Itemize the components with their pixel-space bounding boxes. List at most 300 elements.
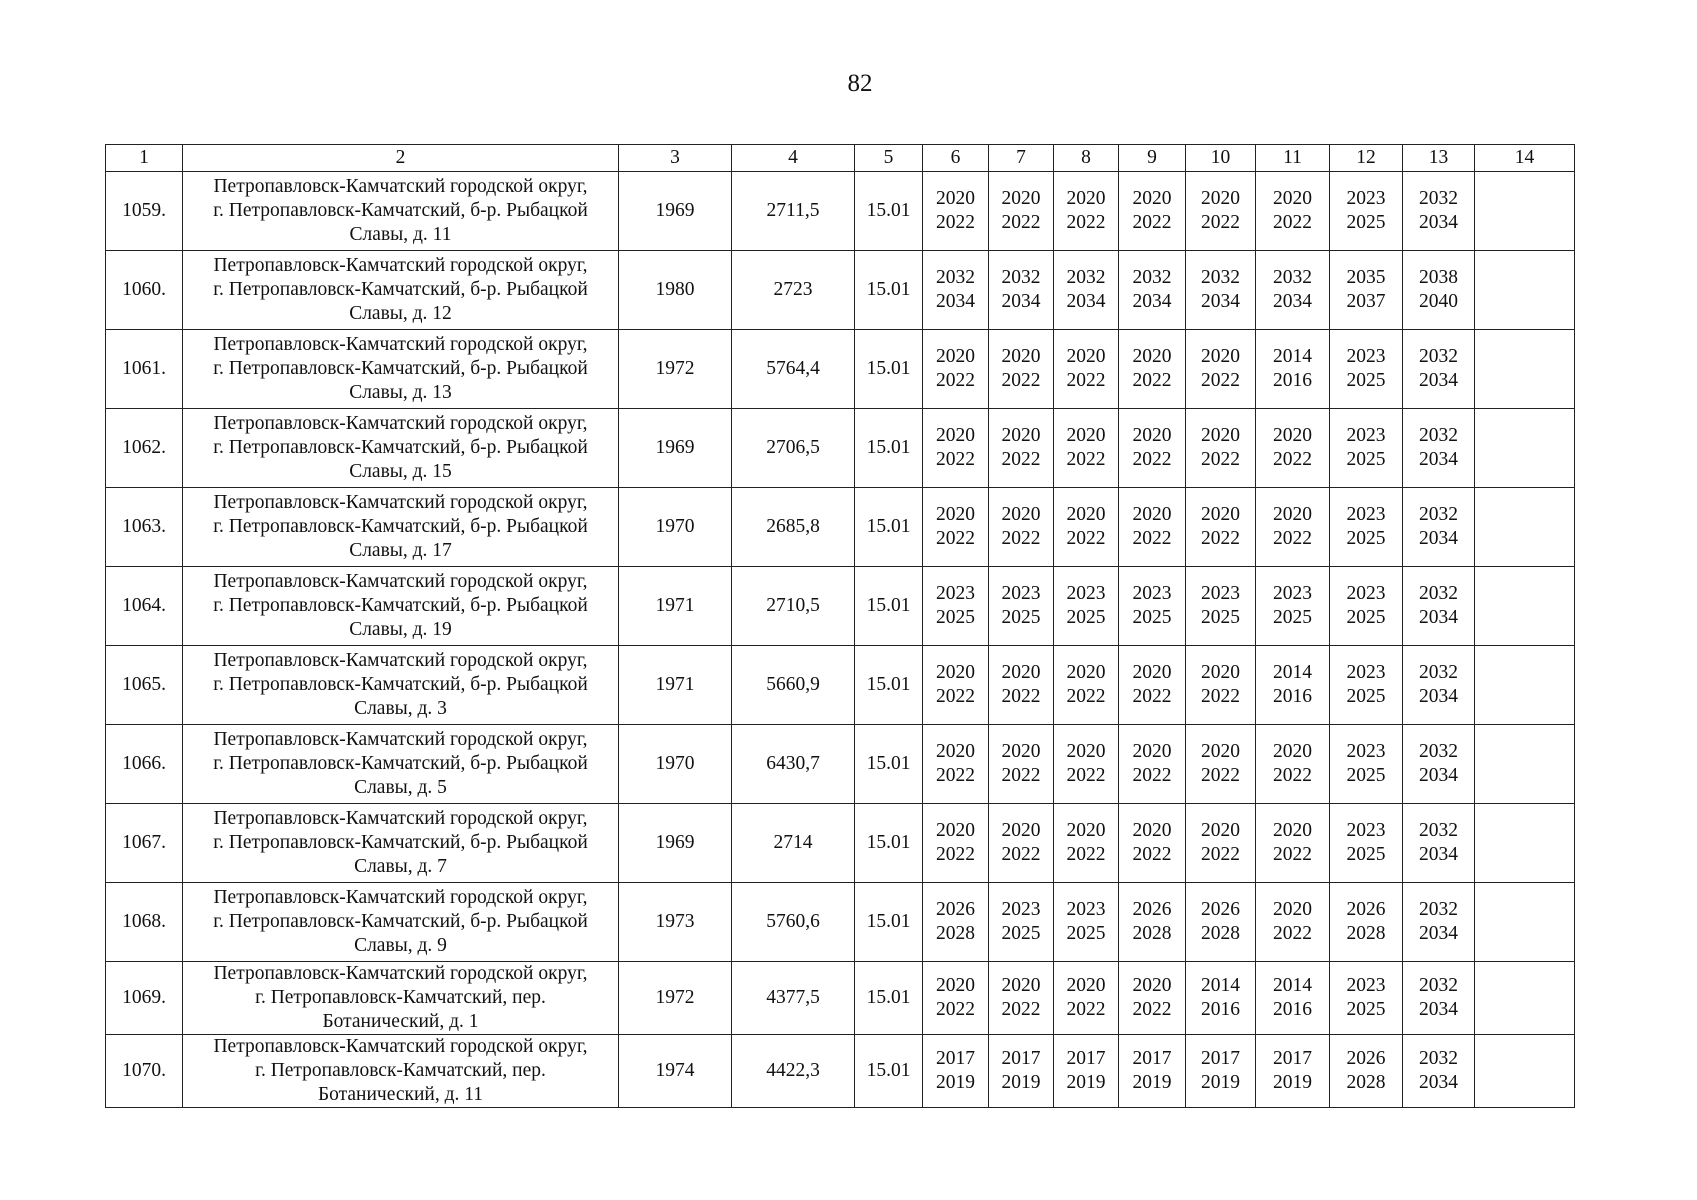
build-year-cell: 1970 — [619, 725, 732, 804]
period-cell — [989, 804, 1054, 883]
period-end-year: 2022 — [1273, 449, 1312, 470]
period-cell — [1403, 1035, 1475, 1108]
period-cell — [989, 488, 1054, 567]
period-start-year: 2020 — [1001, 188, 1041, 209]
period-cell — [1330, 251, 1403, 330]
code-cell: 15.01 — [855, 883, 923, 962]
period-start-year: 2020 — [1066, 188, 1106, 209]
period-end-year: 2025 — [1001, 923, 1041, 944]
period-cell — [1403, 883, 1475, 962]
schedule-table — [105, 144, 1575, 1108]
empty-cell — [1475, 725, 1575, 804]
period-cell — [1330, 962, 1403, 1035]
address-cell — [183, 409, 619, 488]
period-end-year: 2025 — [1346, 212, 1386, 233]
period-start-year: 2017 — [1201, 1048, 1240, 1069]
period-cell — [989, 409, 1054, 488]
period-end-year: 2025 — [1273, 607, 1312, 628]
empty-cell — [1475, 646, 1575, 725]
period-cell — [1186, 409, 1256, 488]
period-start-year: 2017 — [1066, 1048, 1106, 1069]
address-line: г. Петропавловск-Камчатский, б-р. Рыбацкой — [213, 595, 588, 616]
period-cell — [1256, 488, 1330, 567]
period-start-year: 2017 — [936, 1048, 975, 1069]
build-year-cell: 1973 — [619, 883, 732, 962]
period-cell — [1403, 804, 1475, 883]
address-cell — [183, 883, 619, 962]
period-cell — [1054, 251, 1119, 330]
row-number-cell: 1065. — [106, 646, 183, 725]
area-cell: 2711,5 — [732, 172, 855, 251]
empty-cell — [1475, 962, 1575, 1035]
address-line: г. Петропавловск-Камчатский, б-р. Рыбацкой — [213, 911, 588, 932]
period-start-year: 2020 — [936, 662, 975, 683]
period-cell — [1186, 962, 1256, 1035]
period-start-year: 2020 — [1001, 975, 1041, 996]
table-row — [106, 172, 1575, 251]
column-header: 9 — [1119, 145, 1186, 172]
period-start-year: 2020 — [936, 504, 975, 525]
period-start-year: 2023 — [1346, 346, 1386, 367]
period-cell — [989, 962, 1054, 1035]
period-start-year: 2020 — [1273, 899, 1312, 920]
period-cell — [1119, 646, 1186, 725]
period-end-year: 2022 — [1066, 212, 1106, 233]
period-start-year: 2032 — [1419, 662, 1458, 683]
build-year-cell: 1969 — [619, 409, 732, 488]
period-cell — [1256, 172, 1330, 251]
period-end-year: 2016 — [1273, 999, 1312, 1020]
period-end-year: 2022 — [1201, 449, 1240, 470]
period-start-year: 2020 — [1201, 425, 1240, 446]
area-cell: 5764,4 — [732, 330, 855, 409]
period-end-year: 2022 — [936, 370, 975, 391]
period-end-year: 2022 — [1132, 765, 1172, 786]
period-end-year: 2034 — [1419, 1072, 1458, 1093]
address-cell — [183, 725, 619, 804]
period-start-year: 2020 — [1066, 662, 1106, 683]
period-cell — [923, 804, 989, 883]
period-start-year: 2020 — [1201, 346, 1240, 367]
address-cell — [183, 1035, 619, 1108]
period-start-year: 2023 — [1201, 583, 1240, 604]
period-end-year: 2034 — [1132, 291, 1172, 312]
column-header: 5 — [855, 145, 923, 172]
column-header: 14 — [1475, 145, 1575, 172]
period-cell — [1330, 725, 1403, 804]
period-start-year: 2035 — [1346, 267, 1386, 288]
build-year-cell: 1972 — [619, 330, 732, 409]
table-row — [106, 567, 1575, 646]
period-end-year: 2022 — [1066, 999, 1106, 1020]
address-line: г. Петропавловск-Камчатский, б-р. Рыбацкой — [213, 358, 588, 379]
period-end-year: 2028 — [1346, 1072, 1386, 1093]
period-start-year: 2032 — [1419, 504, 1458, 525]
table-row — [106, 883, 1575, 962]
period-end-year: 2022 — [936, 528, 975, 549]
period-end-year: 2019 — [1201, 1072, 1240, 1093]
period-cell — [1119, 962, 1186, 1035]
period-end-year: 2022 — [936, 449, 975, 470]
table-row — [106, 330, 1575, 409]
address-line: Петропавловск-Камчатский городской округ, — [213, 176, 588, 197]
period-end-year: 2034 — [1419, 528, 1458, 549]
period-end-year: 2028 — [936, 923, 975, 944]
build-year-cell: 1972 — [619, 962, 732, 1035]
period-start-year: 2017 — [1132, 1048, 1172, 1069]
period-start-year: 2020 — [1201, 820, 1240, 841]
period-end-year: 2022 — [1132, 528, 1172, 549]
period-cell — [923, 567, 989, 646]
period-start-year: 2020 — [1273, 504, 1312, 525]
period-cell — [989, 725, 1054, 804]
period-start-year: 2020 — [936, 188, 975, 209]
period-end-year: 2022 — [1066, 844, 1106, 865]
period-cell — [923, 172, 989, 251]
period-start-year: 2032 — [1419, 188, 1458, 209]
row-number-cell: 1070. — [106, 1035, 183, 1108]
address-line: г. Петропавловск-Камчатский, б-р. Рыбацкой — [213, 753, 588, 774]
period-end-year: 2028 — [1201, 923, 1240, 944]
address-line: Петропавловск-Камчатский городской округ, — [213, 808, 588, 829]
period-cell — [1054, 646, 1119, 725]
period-start-year: 2023 — [1346, 425, 1386, 446]
period-cell — [989, 646, 1054, 725]
period-end-year: 2034 — [1419, 449, 1458, 470]
period-end-year: 2034 — [1419, 212, 1458, 233]
period-start-year: 2020 — [1273, 188, 1312, 209]
period-start-year: 2032 — [1201, 267, 1240, 288]
period-cell — [1186, 804, 1256, 883]
period-start-year: 2038 — [1419, 267, 1458, 288]
period-cell — [1119, 330, 1186, 409]
period-end-year: 2022 — [1132, 370, 1172, 391]
period-cell — [1186, 1035, 1256, 1108]
period-end-year: 2034 — [1273, 291, 1312, 312]
period-cell — [1403, 725, 1475, 804]
period-end-year: 2022 — [1066, 686, 1106, 707]
period-cell — [1119, 251, 1186, 330]
column-header: 8 — [1054, 145, 1119, 172]
period-end-year: 2040 — [1419, 291, 1458, 312]
area-cell: 4377,5 — [732, 962, 855, 1035]
period-cell — [1330, 804, 1403, 883]
period-cell — [989, 330, 1054, 409]
period-end-year: 2022 — [1132, 686, 1172, 707]
period-start-year: 2020 — [1132, 346, 1172, 367]
column-header: 6 — [923, 145, 989, 172]
code-cell: 15.01 — [855, 330, 923, 409]
period-cell — [1119, 725, 1186, 804]
area-cell: 2710,5 — [732, 567, 855, 646]
period-start-year: 2020 — [1201, 662, 1240, 683]
code-cell: 15.01 — [855, 1035, 923, 1108]
period-start-year: 2023 — [1066, 583, 1106, 604]
period-start-year: 2014 — [1273, 662, 1312, 683]
period-end-year: 2016 — [1201, 999, 1240, 1020]
address-line: Петропавловск-Камчатский городской округ, — [213, 334, 588, 355]
period-cell — [1256, 804, 1330, 883]
period-cell — [1403, 646, 1475, 725]
address-line: Петропавловск-Камчатский городской округ, — [213, 650, 588, 671]
period-cell — [1256, 962, 1330, 1035]
row-number-cell: 1066. — [106, 725, 183, 804]
period-start-year: 2020 — [1001, 820, 1041, 841]
period-cell — [1330, 409, 1403, 488]
address-line: г. Петропавловск-Камчатский, б-р. Рыбацкой — [213, 832, 588, 853]
period-end-year: 2034 — [1066, 291, 1106, 312]
period-end-year: 2022 — [1273, 923, 1312, 944]
period-cell — [1186, 251, 1256, 330]
period-cell — [1330, 1035, 1403, 1108]
period-end-year: 2022 — [1132, 449, 1172, 470]
page-number: 82 — [847, 70, 873, 97]
period-start-year: 2014 — [1201, 975, 1240, 996]
period-cell — [923, 962, 989, 1035]
period-start-year: 2023 — [1001, 899, 1041, 920]
period-start-year: 2026 — [1346, 1048, 1386, 1069]
address-line: г. Петропавловск-Камчатский, б-р. Рыбацкой — [213, 516, 588, 537]
period-start-year: 2023 — [1346, 820, 1386, 841]
column-header: 7 — [989, 145, 1054, 172]
table-row — [106, 725, 1575, 804]
period-cell — [1186, 725, 1256, 804]
empty-cell — [1475, 409, 1575, 488]
period-start-year: 2017 — [1273, 1048, 1312, 1069]
table-body — [106, 172, 1575, 1108]
period-cell — [989, 172, 1054, 251]
address-line: Славы, д. 19 — [349, 619, 452, 640]
period-end-year: 2028 — [1132, 923, 1172, 944]
period-cell — [989, 883, 1054, 962]
period-end-year: 2025 — [1346, 528, 1386, 549]
period-end-year: 2022 — [1201, 765, 1240, 786]
period-end-year: 2022 — [1273, 528, 1312, 549]
period-start-year: 2020 — [1273, 741, 1312, 762]
period-start-year: 2020 — [1066, 975, 1106, 996]
period-end-year: 2022 — [1132, 844, 1172, 865]
period-start-year: 2020 — [936, 975, 975, 996]
period-cell — [989, 251, 1054, 330]
build-year-cell: 1980 — [619, 251, 732, 330]
period-end-year: 2034 — [1201, 291, 1240, 312]
area-cell: 2706,5 — [732, 409, 855, 488]
code-cell: 15.01 — [855, 409, 923, 488]
period-end-year: 2034 — [1419, 844, 1458, 865]
address-line: Славы, д. 9 — [354, 935, 447, 956]
period-end-year: 2022 — [1273, 765, 1312, 786]
empty-cell — [1475, 804, 1575, 883]
period-end-year: 2019 — [1132, 1072, 1172, 1093]
period-cell — [989, 1035, 1054, 1108]
period-start-year: 2020 — [1066, 820, 1106, 841]
period-end-year: 2016 — [1273, 686, 1312, 707]
table-row — [106, 962, 1575, 1035]
period-start-year: 2020 — [936, 820, 975, 841]
period-end-year: 2022 — [1201, 686, 1240, 707]
address-line: г. Петропавловск-Камчатский, б-р. Рыбацкой — [213, 200, 588, 221]
period-start-year: 2032 — [1419, 583, 1458, 604]
address-line: Петропавловск-Камчатский городской округ, — [213, 571, 588, 592]
period-end-year: 2025 — [1346, 449, 1386, 470]
address-cell — [183, 172, 619, 251]
period-cell — [923, 251, 989, 330]
area-cell: 2723 — [732, 251, 855, 330]
empty-cell — [1475, 172, 1575, 251]
period-start-year: 2020 — [1201, 188, 1240, 209]
period-cell — [989, 567, 1054, 646]
period-end-year: 2025 — [1346, 999, 1386, 1020]
period-end-year: 2022 — [1201, 844, 1240, 865]
period-start-year: 2020 — [1066, 346, 1106, 367]
row-number-cell: 1060. — [106, 251, 183, 330]
period-start-year: 2023 — [1066, 899, 1106, 920]
period-cell — [1119, 409, 1186, 488]
period-start-year: 2020 — [1132, 741, 1172, 762]
period-end-year: 2022 — [936, 844, 975, 865]
address-line: г. Петропавловск-Камчатский, б-р. Рыбацкой — [213, 279, 588, 300]
period-start-year: 2023 — [1346, 188, 1386, 209]
period-cell — [1119, 172, 1186, 251]
row-number-cell: 1059. — [106, 172, 183, 251]
period-cell — [1256, 409, 1330, 488]
period-cell — [1119, 488, 1186, 567]
address-line: г. Петропавловск-Камчатский, б-р. Рыбацкой — [213, 437, 588, 458]
period-end-year: 2022 — [936, 686, 975, 707]
period-end-year: 2025 — [1132, 607, 1172, 628]
period-cell — [923, 488, 989, 567]
row-number-cell: 1067. — [106, 804, 183, 883]
address-line: Славы, д. 3 — [354, 698, 447, 719]
area-cell: 4422,3 — [732, 1035, 855, 1108]
period-end-year: 2025 — [1346, 686, 1386, 707]
period-end-year: 2025 — [1201, 607, 1240, 628]
period-end-year: 2025 — [936, 607, 975, 628]
period-start-year: 2020 — [1132, 425, 1172, 446]
period-start-year: 2032 — [1419, 425, 1458, 446]
row-number-cell: 1062. — [106, 409, 183, 488]
period-start-year: 2032 — [1419, 899, 1458, 920]
period-end-year: 2025 — [1346, 607, 1386, 628]
period-end-year: 2034 — [1419, 999, 1458, 1020]
empty-cell — [1475, 251, 1575, 330]
period-start-year: 2020 — [1201, 504, 1240, 525]
code-cell: 15.01 — [855, 172, 923, 251]
table-row — [106, 804, 1575, 883]
period-start-year: 2032 — [1419, 346, 1458, 367]
empty-cell — [1475, 488, 1575, 567]
build-year-cell: 1971 — [619, 567, 732, 646]
period-cell — [1330, 567, 1403, 646]
period-cell — [1054, 1035, 1119, 1108]
period-start-year: 2020 — [1001, 425, 1041, 446]
address-line: г. Петропавловск-Камчатский, пер. — [255, 1060, 546, 1081]
period-cell — [1330, 172, 1403, 251]
period-start-year: 2020 — [1066, 425, 1106, 446]
table-row — [106, 488, 1575, 567]
period-start-year: 2020 — [1273, 425, 1312, 446]
empty-cell — [1475, 330, 1575, 409]
address-line: Петропавловск-Камчатский городской округ, — [213, 1036, 588, 1057]
area-cell: 2685,8 — [732, 488, 855, 567]
address-line: Петропавловск-Камчатский городской округ, — [213, 887, 588, 908]
period-start-year: 2023 — [1346, 504, 1386, 525]
table-row — [106, 1035, 1575, 1108]
table-row — [106, 409, 1575, 488]
period-start-year: 2020 — [1132, 820, 1172, 841]
period-end-year: 2016 — [1273, 370, 1312, 391]
period-start-year: 2023 — [1346, 975, 1386, 996]
build-year-cell: 1974 — [619, 1035, 732, 1108]
period-cell — [923, 409, 989, 488]
area-cell: 5660,9 — [732, 646, 855, 725]
period-end-year: 2019 — [1001, 1072, 1041, 1093]
period-start-year: 2023 — [1346, 741, 1386, 762]
row-number-cell: 1069. — [106, 962, 183, 1035]
period-start-year: 2023 — [1346, 662, 1386, 683]
row-number-cell: 1068. — [106, 883, 183, 962]
period-cell — [1186, 488, 1256, 567]
address-cell — [183, 962, 619, 1035]
period-end-year: 2022 — [936, 765, 975, 786]
period-end-year: 2022 — [1201, 528, 1240, 549]
period-cell — [1054, 883, 1119, 962]
code-cell: 15.01 — [855, 725, 923, 804]
period-start-year: 2032 — [1419, 741, 1458, 762]
code-cell: 15.01 — [855, 251, 923, 330]
period-start-year: 2020 — [1001, 346, 1041, 367]
period-start-year: 2020 — [1001, 662, 1041, 683]
area-cell: 2714 — [732, 804, 855, 883]
period-cell — [1403, 409, 1475, 488]
period-cell — [1256, 567, 1330, 646]
period-start-year: 2032 — [1419, 820, 1458, 841]
period-end-year: 2025 — [1346, 765, 1386, 786]
period-start-year: 2032 — [1066, 267, 1106, 288]
period-end-year: 2037 — [1346, 291, 1386, 312]
period-cell — [1186, 330, 1256, 409]
period-start-year: 2032 — [1419, 1048, 1458, 1069]
period-end-year: 2034 — [1001, 291, 1041, 312]
period-cell — [1403, 172, 1475, 251]
row-number-cell: 1061. — [106, 330, 183, 409]
period-cell — [1330, 646, 1403, 725]
address-cell — [183, 646, 619, 725]
period-end-year: 2022 — [1066, 765, 1106, 786]
period-end-year: 2022 — [1066, 370, 1106, 391]
period-start-year: 2020 — [1132, 504, 1172, 525]
address-line: Петропавловск-Камчатский городской округ, — [213, 255, 588, 276]
period-start-year: 2032 — [1132, 267, 1172, 288]
period-cell — [1119, 883, 1186, 962]
period-start-year: 2020 — [1066, 504, 1106, 525]
period-start-year: 2023 — [1346, 583, 1386, 604]
column-header: 10 — [1186, 145, 1256, 172]
address-line: Славы, д. 5 — [354, 777, 447, 798]
period-cell — [1256, 646, 1330, 725]
period-cell — [923, 725, 989, 804]
period-end-year: 2019 — [1066, 1072, 1106, 1093]
address-line: г. Петропавловск-Камчатский, пер. — [255, 987, 546, 1008]
period-cell — [923, 330, 989, 409]
build-year-cell: 1971 — [619, 646, 732, 725]
period-cell — [1330, 488, 1403, 567]
period-end-year: 2034 — [1419, 765, 1458, 786]
column-header: 4 — [732, 145, 855, 172]
period-end-year: 2034 — [936, 291, 975, 312]
period-cell — [1186, 883, 1256, 962]
address-line: Славы, д. 12 — [349, 303, 452, 324]
